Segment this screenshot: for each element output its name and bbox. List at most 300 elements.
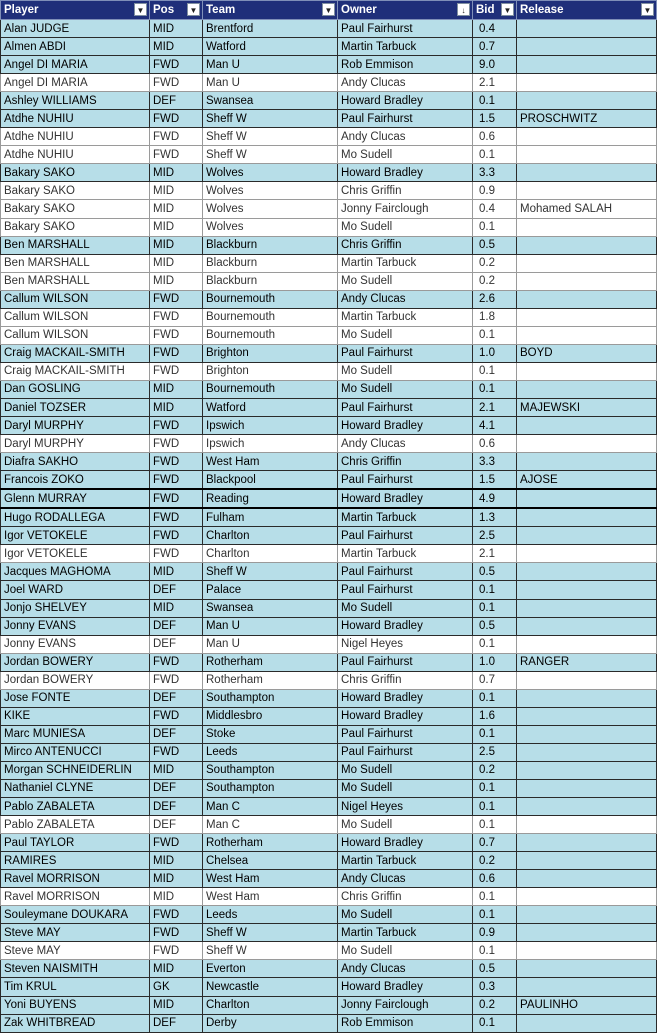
table-row[interactable] [1, 453, 657, 471]
cell-release[interactable] [517, 779, 657, 797]
cell-pos[interactable]: FWD [150, 344, 203, 362]
cell-release[interactable]: AJOSE [517, 471, 657, 490]
cell-owner[interactable]: Martin Tarbuck [338, 508, 473, 527]
table-row[interactable] [1, 254, 657, 272]
cell-team[interactable]: Man C [203, 798, 338, 816]
cell-pos[interactable]: MID [150, 870, 203, 888]
table-row[interactable] [1, 617, 657, 635]
cell-player[interactable]: Mirco ANTENUCCI [1, 743, 150, 761]
table-row[interactable] [1, 146, 657, 164]
table-row[interactable] [1, 653, 657, 671]
cell-owner[interactable]: Paul Fairhurst [338, 398, 473, 416]
cell-owner[interactable]: Paul Fairhurst [338, 581, 473, 599]
cell-owner[interactable]: Howard Bradley [338, 617, 473, 635]
cell-bid[interactable]: 0.3 [473, 978, 517, 996]
cell-bid[interactable]: 3.3 [473, 453, 517, 471]
table-row[interactable] [1, 326, 657, 344]
cell-bid[interactable]: 0.1 [473, 581, 517, 599]
table-row[interactable] [1, 725, 657, 743]
cell-player[interactable]: Francois ZOKO [1, 471, 150, 490]
cell-pos[interactable]: MID [150, 236, 203, 254]
cell-bid[interactable]: 2.5 [473, 743, 517, 761]
cell-bid[interactable]: 0.1 [473, 942, 517, 960]
cell-player[interactable]: Zak WHITBREAD [1, 1014, 150, 1032]
table-row[interactable] [1, 435, 657, 453]
cell-player[interactable]: Ben MARSHALL [1, 272, 150, 290]
cell-owner[interactable]: Paul Fairhurst [338, 743, 473, 761]
cell-pos[interactable]: FWD [150, 128, 203, 146]
cell-pos[interactable]: FWD [150, 110, 203, 128]
cell-player[interactable]: Pablo ZABALETA [1, 816, 150, 834]
cell-team[interactable]: Wolves [203, 164, 338, 182]
cell-bid[interactable]: 0.2 [473, 852, 517, 870]
cell-release[interactable] [517, 182, 657, 200]
cell-pos[interactable]: FWD [150, 453, 203, 471]
cell-owner[interactable]: Howard Bradley [338, 417, 473, 435]
cell-owner[interactable]: Paul Fairhurst [338, 527, 473, 545]
cell-pos[interactable]: MID [150, 164, 203, 182]
cell-team[interactable]: Chelsea [203, 852, 338, 870]
cell-release[interactable] [517, 254, 657, 272]
cell-pos[interactable]: GK [150, 978, 203, 996]
cell-player[interactable]: Bakary SAKO [1, 164, 150, 182]
cell-bid[interactable]: 0.1 [473, 362, 517, 380]
cell-player[interactable]: Steve MAY [1, 942, 150, 960]
cell-bid[interactable]: 0.5 [473, 617, 517, 635]
cell-team[interactable]: Sheff W [203, 110, 338, 128]
cell-team[interactable]: Swansea [203, 599, 338, 617]
cell-bid[interactable]: 1.5 [473, 471, 517, 490]
table-row[interactable] [1, 816, 657, 834]
cell-player[interactable]: Jonny EVANS [1, 635, 150, 653]
cell-owner[interactable]: Nigel Heyes [338, 798, 473, 816]
cell-bid[interactable]: 0.9 [473, 924, 517, 942]
cell-team[interactable]: Sheff W [203, 924, 338, 942]
table-row[interactable] [1, 20, 657, 38]
cell-team[interactable]: West Ham [203, 870, 338, 888]
cell-owner[interactable]: Mo Sudell [338, 272, 473, 290]
cell-bid[interactable]: 0.1 [473, 92, 517, 110]
cell-release[interactable] [517, 671, 657, 689]
cell-team[interactable]: Charlton [203, 545, 338, 563]
cell-team[interactable]: Middlesbro [203, 707, 338, 725]
cell-team[interactable]: Ipswich [203, 417, 338, 435]
cell-owner[interactable]: Andy Clucas [338, 74, 473, 92]
cell-release[interactable] [517, 870, 657, 888]
cell-player[interactable]: Ben MARSHALL [1, 254, 150, 272]
cell-team[interactable]: Man C [203, 816, 338, 834]
cell-pos[interactable]: FWD [150, 489, 203, 508]
cell-pos[interactable]: FWD [150, 362, 203, 380]
table-row[interactable] [1, 182, 657, 200]
cell-release[interactable] [517, 635, 657, 653]
cell-player[interactable]: Ben MARSHALL [1, 236, 150, 254]
cell-player[interactable]: Jonjo SHELVEY [1, 599, 150, 617]
cell-player[interactable]: Atdhe NUHIU [1, 110, 150, 128]
cell-release[interactable] [517, 906, 657, 924]
cell-player[interactable]: Craig MACKAIL-SMITH [1, 362, 150, 380]
cell-release[interactable] [517, 290, 657, 308]
table-row[interactable] [1, 236, 657, 254]
cell-owner[interactable]: Jonny Fairclough [338, 200, 473, 218]
cell-team[interactable]: Southampton [203, 761, 338, 779]
table-row[interactable] [1, 92, 657, 110]
cell-bid[interactable]: 0.2 [473, 272, 517, 290]
cell-bid[interactable]: 0.1 [473, 888, 517, 906]
cell-owner[interactable]: Howard Bradley [338, 164, 473, 182]
table-row[interactable] [1, 978, 657, 996]
cell-player[interactable]: Callum WILSON [1, 326, 150, 344]
cell-owner[interactable]: Andy Clucas [338, 128, 473, 146]
cell-bid[interactable]: 0.1 [473, 599, 517, 617]
cell-release[interactable] [517, 417, 657, 435]
cell-pos[interactable]: FWD [150, 326, 203, 344]
cell-player[interactable]: KIKE [1, 707, 150, 725]
cell-pos[interactable]: MID [150, 852, 203, 870]
table-row[interactable] [1, 779, 657, 797]
cell-team[interactable]: Charlton [203, 996, 338, 1014]
cell-bid[interactable]: 0.7 [473, 834, 517, 852]
cell-pos[interactable]: FWD [150, 924, 203, 942]
cell-player[interactable]: Steven NAISMITH [1, 960, 150, 978]
cell-pos[interactable]: FWD [150, 834, 203, 852]
cell-team[interactable]: Sheff W [203, 563, 338, 581]
cell-release[interactable] [517, 508, 657, 527]
cell-player[interactable]: Angel DI MARIA [1, 74, 150, 92]
table-row[interactable] [1, 671, 657, 689]
cell-release[interactable] [517, 146, 657, 164]
table-row[interactable] [1, 398, 657, 416]
cell-release[interactable] [517, 545, 657, 563]
cell-player[interactable]: Diafra SAKHO [1, 453, 150, 471]
cell-player[interactable]: Ravel MORRISON [1, 888, 150, 906]
cell-pos[interactable]: DEF [150, 635, 203, 653]
cell-team[interactable]: Blackburn [203, 254, 338, 272]
filter-dropdown-icon[interactable]: ▼ [187, 3, 200, 16]
cell-release[interactable] [517, 74, 657, 92]
cell-bid[interactable]: 1.5 [473, 110, 517, 128]
cell-bid[interactable]: 0.7 [473, 38, 517, 56]
cell-owner[interactable]: Martin Tarbuck [338, 38, 473, 56]
cell-pos[interactable]: MID [150, 182, 203, 200]
cell-pos[interactable]: MID [150, 272, 203, 290]
cell-owner[interactable]: Martin Tarbuck [338, 254, 473, 272]
cell-team[interactable]: Ipswich [203, 435, 338, 453]
cell-player[interactable]: Souleymane DOUKARA [1, 906, 150, 924]
cell-release[interactable]: MAJEWSKI [517, 398, 657, 416]
cell-release[interactable] [517, 689, 657, 707]
cell-release[interactable] [517, 960, 657, 978]
cell-team[interactable]: Swansea [203, 92, 338, 110]
cell-owner[interactable]: Howard Bradley [338, 978, 473, 996]
cell-bid[interactable]: 0.5 [473, 960, 517, 978]
cell-pos[interactable]: FWD [150, 435, 203, 453]
cell-bid[interactable]: 0.1 [473, 725, 517, 743]
cell-pos[interactable]: MID [150, 761, 203, 779]
cell-release[interactable] [517, 725, 657, 743]
cell-bid[interactable]: 1.8 [473, 308, 517, 326]
table-row[interactable] [1, 128, 657, 146]
cell-release[interactable] [517, 978, 657, 996]
cell-release[interactable] [517, 38, 657, 56]
table-row[interactable] [1, 344, 657, 362]
cell-release[interactable] [517, 92, 657, 110]
cell-pos[interactable]: MID [150, 398, 203, 416]
cell-release[interactable] [517, 326, 657, 344]
cell-bid[interactable]: 0.1 [473, 218, 517, 236]
cell-player[interactable]: RAMIRES [1, 852, 150, 870]
cell-player[interactable]: Callum WILSON [1, 290, 150, 308]
cell-player[interactable]: Jonny EVANS [1, 617, 150, 635]
cell-team[interactable]: Sheff W [203, 942, 338, 960]
cell-release[interactable] [517, 453, 657, 471]
table-row[interactable] [1, 56, 657, 74]
cell-pos[interactable]: DEF [150, 1014, 203, 1032]
cell-owner[interactable]: Paul Fairhurst [338, 563, 473, 581]
cell-owner[interactable]: Chris Griffin [338, 888, 473, 906]
table-row[interactable] [1, 417, 657, 435]
cell-bid[interactable]: 0.1 [473, 326, 517, 344]
cell-bid[interactable]: 0.5 [473, 563, 517, 581]
cell-release[interactable] [517, 128, 657, 146]
cell-bid[interactable]: 0.9 [473, 182, 517, 200]
cell-team[interactable]: Blackburn [203, 272, 338, 290]
cell-owner[interactable]: Paul Fairhurst [338, 344, 473, 362]
cell-player[interactable]: Atdhe NUHIU [1, 128, 150, 146]
cell-pos[interactable]: MID [150, 599, 203, 617]
cell-player[interactable]: Hugo RODALLEGA [1, 508, 150, 527]
cell-release[interactable] [517, 617, 657, 635]
cell-bid[interactable]: 0.1 [473, 635, 517, 653]
cell-release[interactable] [517, 816, 657, 834]
cell-team[interactable]: Sheff W [203, 146, 338, 164]
cell-bid[interactable]: 0.1 [473, 816, 517, 834]
table-row[interactable] [1, 743, 657, 761]
cell-player[interactable]: Dan GOSLING [1, 380, 150, 398]
cell-pos[interactable]: MID [150, 200, 203, 218]
cell-release[interactable] [517, 218, 657, 236]
cell-release[interactable] [517, 563, 657, 581]
cell-owner[interactable]: Jonny Fairclough [338, 996, 473, 1014]
cell-release[interactable] [517, 1014, 657, 1032]
cell-pos[interactable]: MID [150, 380, 203, 398]
cell-team[interactable]: Blackpool [203, 471, 338, 490]
cell-team[interactable]: Newcastle [203, 978, 338, 996]
cell-bid[interactable]: 2.5 [473, 527, 517, 545]
cell-owner[interactable]: Howard Bradley [338, 689, 473, 707]
cell-owner[interactable]: Chris Griffin [338, 236, 473, 254]
cell-team[interactable]: Watford [203, 398, 338, 416]
table-row[interactable] [1, 489, 657, 508]
cell-owner[interactable]: Howard Bradley [338, 92, 473, 110]
cell-release[interactable] [517, 852, 657, 870]
cell-owner[interactable]: Mo Sudell [338, 326, 473, 344]
cell-player[interactable]: Tim KRUL [1, 978, 150, 996]
cell-owner[interactable]: Mo Sudell [338, 599, 473, 617]
cell-bid[interactable]: 4.9 [473, 489, 517, 508]
cell-pos[interactable]: FWD [150, 146, 203, 164]
cell-player[interactable]: Bakary SAKO [1, 200, 150, 218]
cell-pos[interactable]: MID [150, 888, 203, 906]
cell-team[interactable]: Rotherham [203, 671, 338, 689]
table-row[interactable] [1, 761, 657, 779]
cell-release[interactable] [517, 581, 657, 599]
cell-pos[interactable]: DEF [150, 617, 203, 635]
cell-release[interactable] [517, 380, 657, 398]
cell-player[interactable]: Pablo ZABALETA [1, 798, 150, 816]
cell-team[interactable]: Man U [203, 617, 338, 635]
cell-release[interactable] [517, 834, 657, 852]
cell-team[interactable]: Wolves [203, 200, 338, 218]
cell-owner[interactable]: Howard Bradley [338, 489, 473, 508]
table-row[interactable] [1, 308, 657, 326]
cell-player[interactable]: Angel DI MARIA [1, 56, 150, 74]
filter-dropdown-icon[interactable]: ▼ [501, 3, 514, 16]
table-row[interactable] [1, 380, 657, 398]
cell-owner[interactable]: Paul Fairhurst [338, 110, 473, 128]
cell-player[interactable]: Bakary SAKO [1, 218, 150, 236]
cell-owner[interactable]: Chris Griffin [338, 182, 473, 200]
table-row[interactable] [1, 599, 657, 617]
cell-bid[interactable]: 1.0 [473, 653, 517, 671]
cell-pos[interactable]: FWD [150, 743, 203, 761]
cell-bid[interactable]: 0.7 [473, 671, 517, 689]
cell-owner[interactable]: Mo Sudell [338, 942, 473, 960]
cell-bid[interactable]: 0.6 [473, 435, 517, 453]
cell-bid[interactable]: 0.1 [473, 798, 517, 816]
cell-bid[interactable]: 0.2 [473, 254, 517, 272]
cell-release[interactable]: PAULINHO [517, 996, 657, 1014]
cell-release[interactable] [517, 308, 657, 326]
cell-owner[interactable]: Chris Griffin [338, 453, 473, 471]
table-row[interactable] [1, 508, 657, 527]
cell-release[interactable] [517, 707, 657, 725]
cell-pos[interactable]: MID [150, 38, 203, 56]
cell-release[interactable] [517, 527, 657, 545]
cell-owner[interactable]: Martin Tarbuck [338, 924, 473, 942]
cell-owner[interactable]: Mo Sudell [338, 380, 473, 398]
cell-release[interactable] [517, 362, 657, 380]
cell-player[interactable]: Paul TAYLOR [1, 834, 150, 852]
table-row[interactable] [1, 888, 657, 906]
cell-pos[interactable]: FWD [150, 508, 203, 527]
cell-team[interactable]: West Ham [203, 888, 338, 906]
cell-pos[interactable]: FWD [150, 527, 203, 545]
cell-release[interactable] [517, 236, 657, 254]
cell-team[interactable]: Blackburn [203, 236, 338, 254]
cell-owner[interactable]: Mo Sudell [338, 218, 473, 236]
cell-pos[interactable]: FWD [150, 74, 203, 92]
cell-player[interactable]: Morgan SCHNEIDERLIN [1, 761, 150, 779]
cell-bid[interactable]: 0.5 [473, 236, 517, 254]
cell-player[interactable]: Jordan BOWERY [1, 653, 150, 671]
cell-bid[interactable]: 0.1 [473, 779, 517, 797]
filter-dropdown-icon[interactable]: ▼ [641, 3, 654, 16]
cell-owner[interactable]: Nigel Heyes [338, 635, 473, 653]
table-row[interactable] [1, 164, 657, 182]
cell-team[interactable]: Bournemouth [203, 380, 338, 398]
cell-bid[interactable]: 0.4 [473, 200, 517, 218]
cell-pos[interactable]: MID [150, 254, 203, 272]
table-row[interactable] [1, 852, 657, 870]
cell-owner[interactable]: Rob Emmison [338, 1014, 473, 1032]
cell-team[interactable]: Palace [203, 581, 338, 599]
cell-bid[interactable]: 9.0 [473, 56, 517, 74]
cell-player[interactable]: Craig MACKAIL-SMITH [1, 344, 150, 362]
cell-bid[interactable]: 1.3 [473, 508, 517, 527]
table-row[interactable] [1, 798, 657, 816]
cell-player[interactable]: Nathaniel CLYNE [1, 779, 150, 797]
cell-team[interactable]: Brighton [203, 362, 338, 380]
cell-owner[interactable]: Howard Bradley [338, 707, 473, 725]
cell-pos[interactable]: DEF [150, 779, 203, 797]
cell-bid[interactable]: 0.1 [473, 380, 517, 398]
cell-player[interactable]: Marc MUNIESA [1, 725, 150, 743]
cell-player[interactable]: Glenn MURRAY [1, 489, 150, 508]
table-row[interactable] [1, 834, 657, 852]
cell-player[interactable]: Steve MAY [1, 924, 150, 942]
table-row[interactable] [1, 545, 657, 563]
cell-pos[interactable]: FWD [150, 942, 203, 960]
cell-owner[interactable]: Paul Fairhurst [338, 471, 473, 490]
cell-release[interactable] [517, 56, 657, 74]
cell-owner[interactable]: Andy Clucas [338, 960, 473, 978]
cell-player[interactable]: Bakary SAKO [1, 182, 150, 200]
table-row[interactable] [1, 200, 657, 218]
cell-team[interactable]: Charlton [203, 527, 338, 545]
cell-release[interactable] [517, 924, 657, 942]
table-row[interactable] [1, 635, 657, 653]
cell-team[interactable]: Man U [203, 74, 338, 92]
cell-owner[interactable]: Paul Fairhurst [338, 20, 473, 38]
cell-bid[interactable]: 2.6 [473, 290, 517, 308]
cell-player[interactable]: Ashley WILLIAMS [1, 92, 150, 110]
cell-player[interactable]: Daniel TOZSER [1, 398, 150, 416]
cell-team[interactable]: Rotherham [203, 834, 338, 852]
cell-pos[interactable]: MID [150, 996, 203, 1014]
cell-pos[interactable]: DEF [150, 725, 203, 743]
cell-team[interactable]: Everton [203, 960, 338, 978]
cell-team[interactable]: Reading [203, 489, 338, 508]
cell-pos[interactable]: FWD [150, 56, 203, 74]
cell-player[interactable]: Alan JUDGE [1, 20, 150, 38]
cell-bid[interactable]: 0.1 [473, 146, 517, 164]
cell-team[interactable]: Bournemouth [203, 290, 338, 308]
table-row[interactable] [1, 870, 657, 888]
cell-team[interactable]: Fulham [203, 508, 338, 527]
cell-team[interactable]: Brentford [203, 20, 338, 38]
cell-release[interactable]: RANGER [517, 653, 657, 671]
cell-bid[interactable]: 0.1 [473, 1014, 517, 1032]
cell-pos[interactable]: MID [150, 20, 203, 38]
cell-bid[interactable]: 2.1 [473, 545, 517, 563]
cell-bid[interactable]: 0.1 [473, 689, 517, 707]
cell-owner[interactable]: Chris Griffin [338, 671, 473, 689]
filter-dropdown-icon[interactable]: ▼ [134, 3, 147, 16]
cell-pos[interactable]: MID [150, 218, 203, 236]
cell-player[interactable]: Igor VETOKELE [1, 545, 150, 563]
cell-team[interactable]: Southampton [203, 689, 338, 707]
cell-release[interactable]: PROSCHWITZ [517, 110, 657, 128]
cell-pos[interactable]: FWD [150, 707, 203, 725]
cell-player[interactable]: Atdhe NUHIU [1, 146, 150, 164]
table-row[interactable] [1, 707, 657, 725]
cell-bid[interactable]: 0.6 [473, 870, 517, 888]
cell-pos[interactable]: FWD [150, 545, 203, 563]
cell-team[interactable]: Leeds [203, 906, 338, 924]
cell-player[interactable]: Joel WARD [1, 581, 150, 599]
cell-release[interactable] [517, 435, 657, 453]
